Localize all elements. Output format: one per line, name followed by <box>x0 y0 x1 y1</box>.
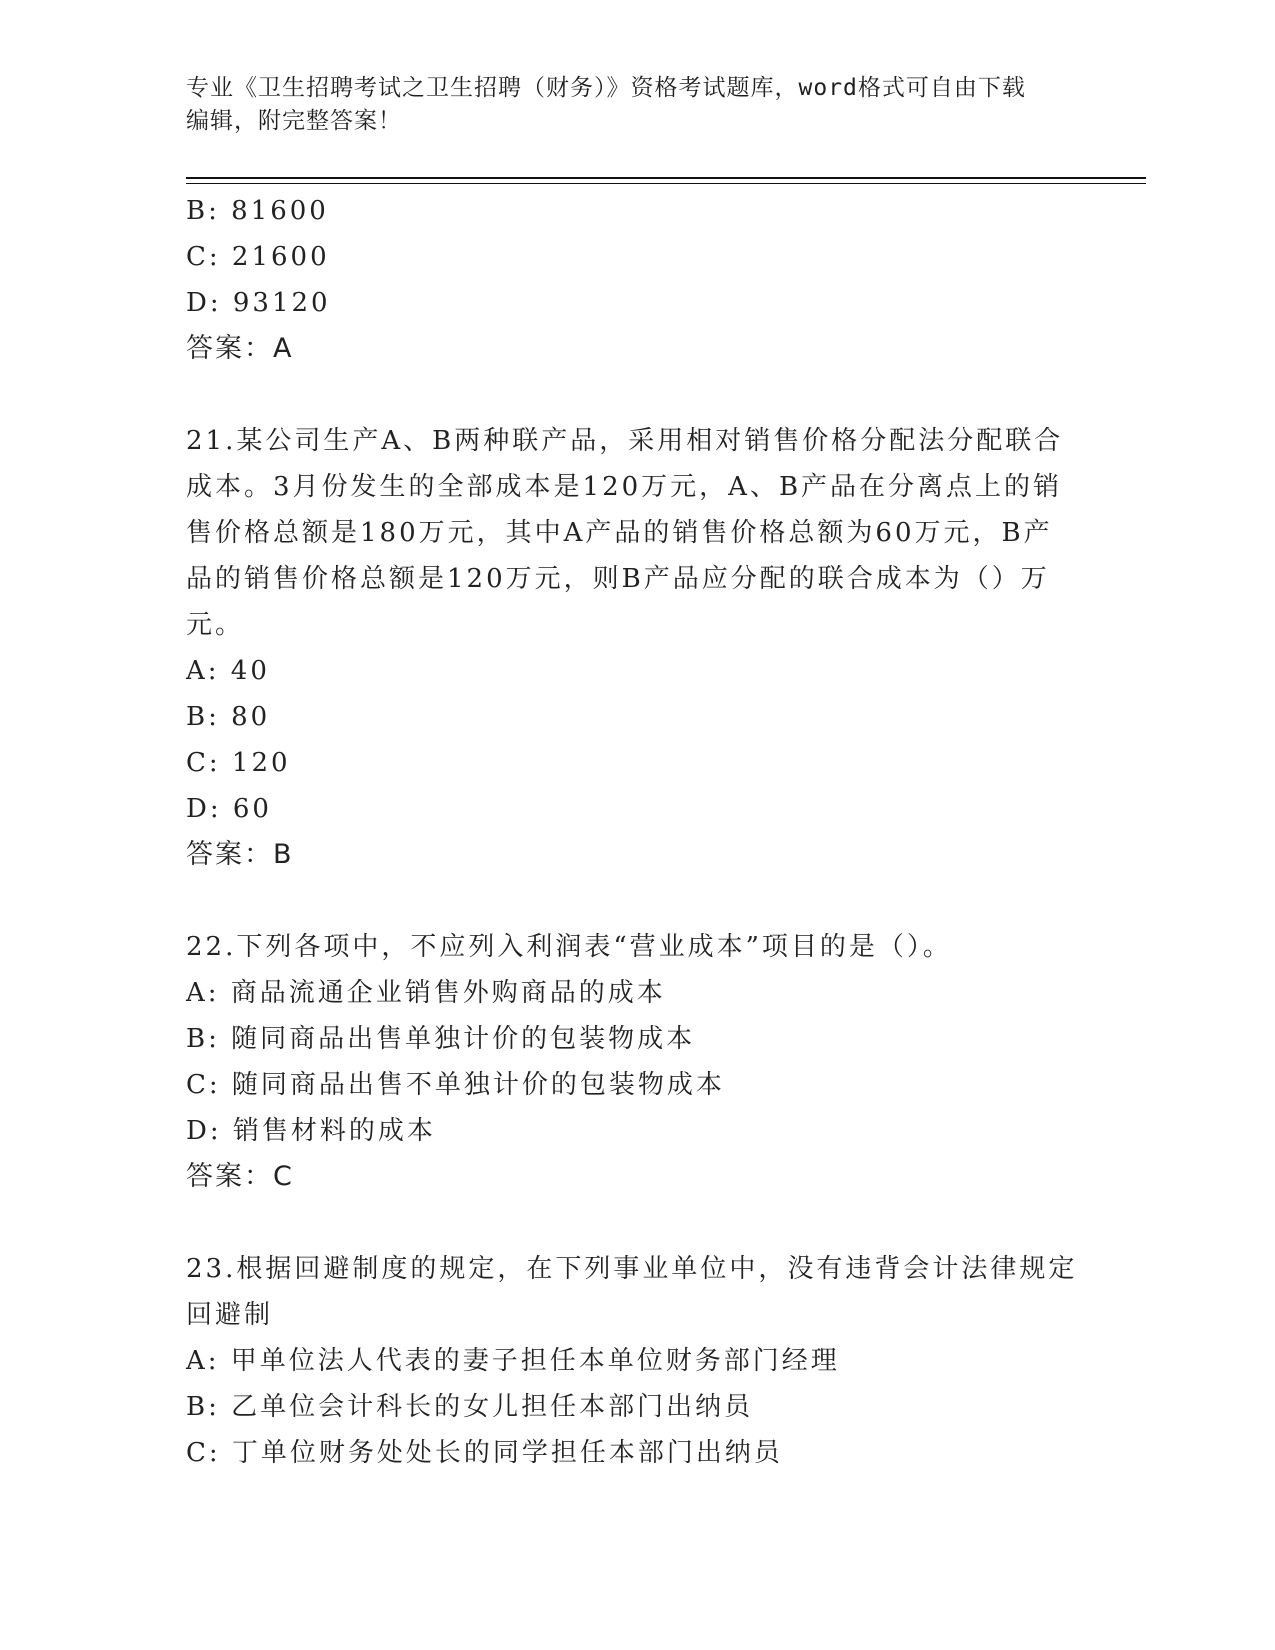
option-c: C: 21600 <box>186 242 330 272</box>
question-23 <box>186 1246 1078 1476</box>
question-text-line: 21.某公司生产A、B两种联产品，采用相对销售价格分配法分配联合 <box>186 426 1064 456</box>
header-line-1: 专业《卫生招聘考试之卫生招聘（财务）》资格考试题库，word格式可自由下载 <box>186 75 1026 101</box>
option-b: B: 81600 <box>186 196 329 226</box>
question-text-line: 回避制 <box>186 1300 274 1330</box>
option-a: A: 40 <box>186 656 270 686</box>
answer-line: 答案：B <box>186 839 294 870</box>
option-c: C: 随同商品出售不单独计价的包装物成本 <box>186 1070 725 1100</box>
question-text-line: 品的销售价格总额是120万元，则B产品应分配的联合成本为（）万 <box>186 564 1050 594</box>
option-d: D: 60 <box>186 794 272 824</box>
option-c: C: 丁单位财务处处长的同学担任本部门出纳员 <box>186 1438 783 1468</box>
question-21 <box>186 418 1066 878</box>
option-b: B: 乙单位会计科长的女儿担任本部门出纳员 <box>186 1392 754 1422</box>
option-c: C: 120 <box>186 748 291 778</box>
answer-line: 答案：C <box>186 1161 294 1192</box>
answer-line: 答案：A <box>186 333 294 364</box>
question-22 <box>186 924 1066 1200</box>
option-d: D: 销售材料的成本 <box>186 1116 436 1146</box>
question-text-line: 成本。3月份发生的全部成本是120万元，A、B产品在分离点上的销 <box>186 472 1063 502</box>
question-list <box>186 188 1078 1476</box>
question-text-line: 22.下列各项中，不应列入利润表“营业成本”项目的是（）。 <box>186 932 952 962</box>
page-header <box>186 72 1086 138</box>
header-divider-thick <box>186 177 1146 179</box>
option-a: A: 甲单位法人代表的妻子担任本单位财务部门经理 <box>186 1346 840 1376</box>
question-text-line: 元。 <box>186 610 245 640</box>
option-a: A: 商品流通企业销售外购商品的成本 <box>186 978 666 1008</box>
option-b: B: 80 <box>186 702 271 732</box>
header-line-2: 编辑，附完整答案！ <box>186 108 402 134</box>
question-text-line: 售价格总额是180万元，其中A产品的销售价格总额为60万元，B产 <box>186 518 1053 548</box>
prev-question-tail <box>186 188 1066 372</box>
question-text-line: 23.根据回避制度的规定，在下列事业单位中，没有违背会计法律规定 <box>186 1254 1078 1284</box>
header-divider-thin <box>186 183 1146 184</box>
option-b: B: 随同商品出售单独计价的包装物成本 <box>186 1024 696 1054</box>
option-d: D: 93120 <box>186 288 331 318</box>
